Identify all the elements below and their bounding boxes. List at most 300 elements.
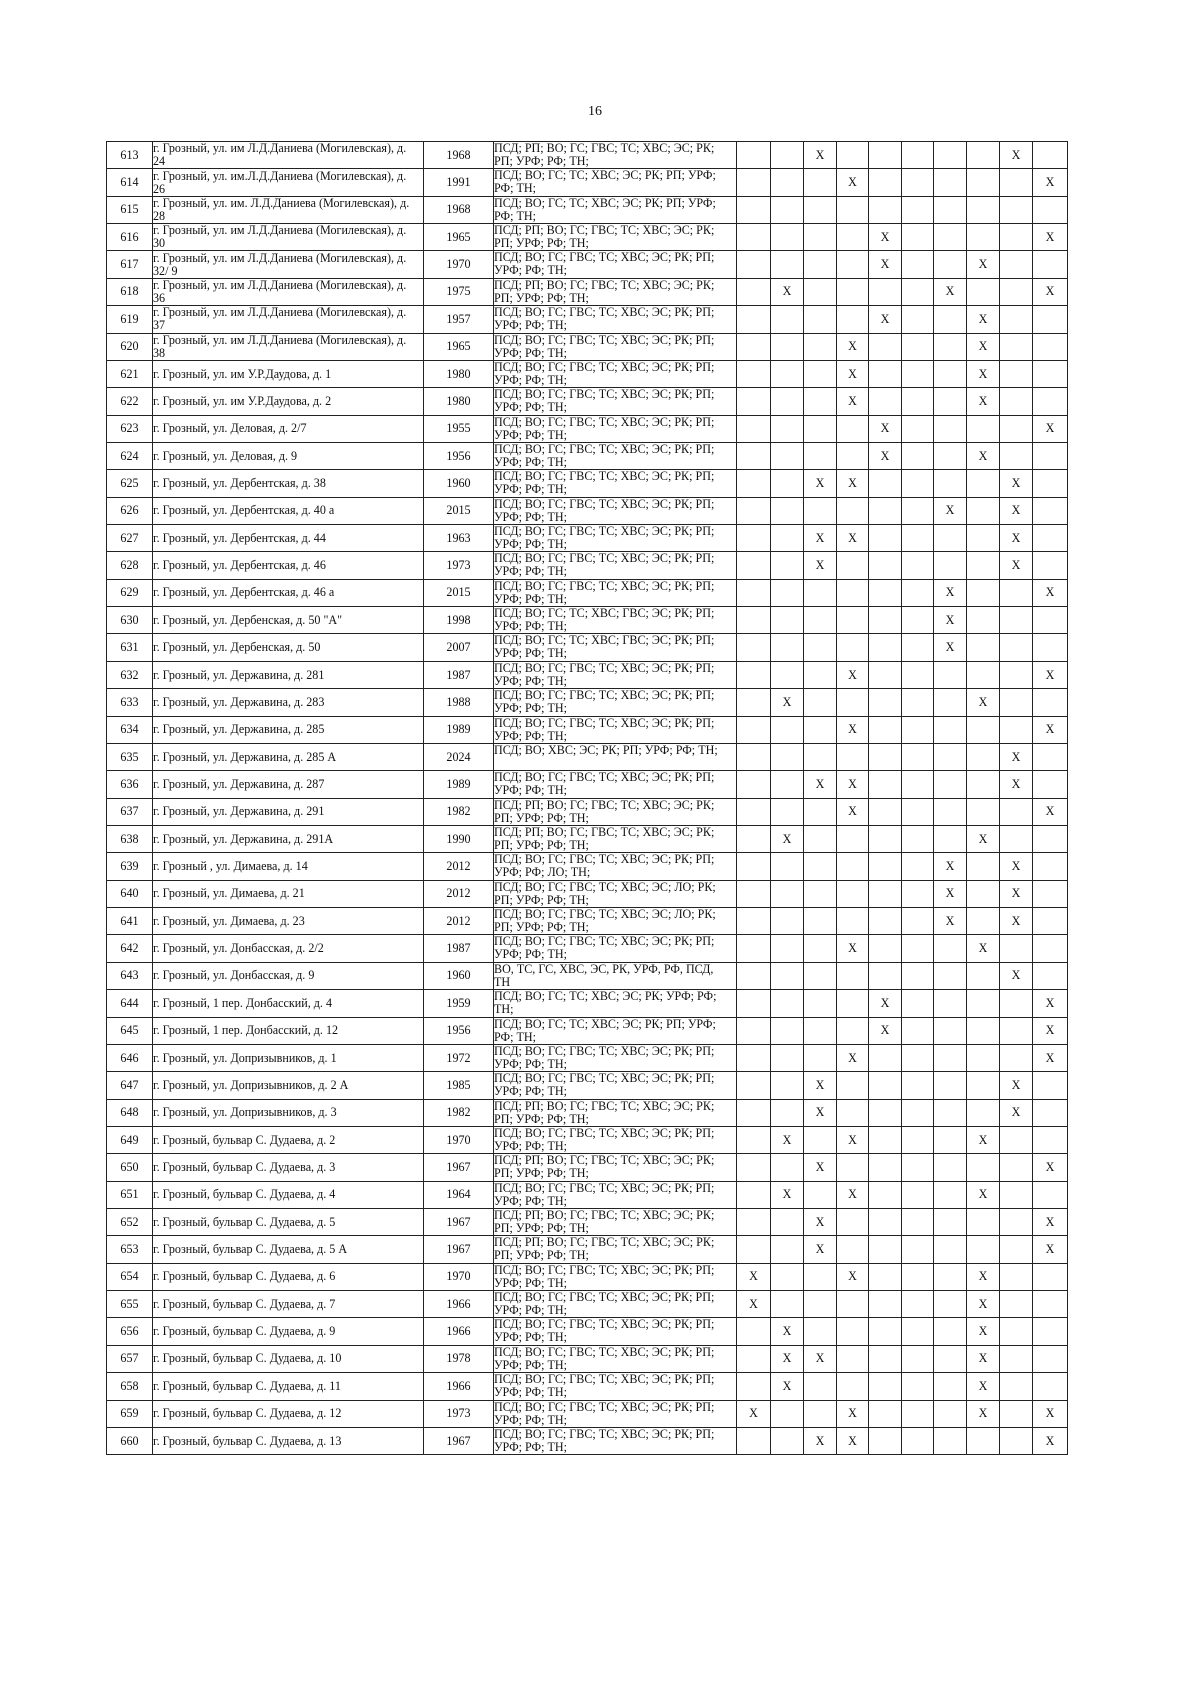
year-cell: 1966 bbox=[424, 1373, 494, 1400]
check-mark-cell bbox=[902, 1072, 934, 1099]
check-mark-cell bbox=[771, 442, 804, 469]
check-mark-cell: X bbox=[934, 880, 967, 907]
check-mark-cell bbox=[771, 1400, 804, 1427]
check-mark-cell bbox=[771, 196, 804, 223]
check-mark-cell bbox=[804, 497, 837, 524]
check-mark-cell: X bbox=[1000, 853, 1033, 880]
check-mark-cell: X bbox=[967, 333, 1000, 360]
row-number: 654 bbox=[107, 1263, 153, 1290]
check-mark-cell: X bbox=[967, 1318, 1000, 1345]
check-mark-cell bbox=[1000, 1017, 1033, 1044]
address-cell: г. Грозный, бульвар С. Дудаева, д. 10 bbox=[153, 1345, 424, 1372]
services-cell: ПСД; ВО; ГС; ГВС; ТС; ХВС; ЭС; РК; РП; УРФ; РФ; ТН; bbox=[494, 306, 737, 333]
table-row bbox=[107, 333, 1068, 360]
check-mark-cell bbox=[737, 579, 771, 606]
check-mark-cell: X bbox=[967, 1400, 1000, 1427]
check-mark-cell bbox=[1033, 1318, 1068, 1345]
check-mark-cell bbox=[737, 990, 771, 1017]
check-mark-cell bbox=[737, 853, 771, 880]
check-mark-cell bbox=[967, 1209, 1000, 1236]
address-cell: г. Грозный, бульвар С. Дудаева, д. 11 bbox=[153, 1373, 424, 1400]
check-mark-cell bbox=[1000, 1345, 1033, 1372]
check-mark-cell bbox=[934, 196, 967, 223]
year-cell: 1964 bbox=[424, 1181, 494, 1208]
check-mark-cell: X bbox=[934, 853, 967, 880]
table-row bbox=[107, 1154, 1068, 1181]
check-mark-cell bbox=[737, 360, 771, 387]
check-mark-cell: X bbox=[869, 251, 902, 278]
check-mark-cell bbox=[837, 689, 869, 716]
check-mark-cell bbox=[902, 1318, 934, 1345]
row-number: 657 bbox=[107, 1345, 153, 1372]
table-row bbox=[107, 525, 1068, 552]
check-mark-cell bbox=[967, 990, 1000, 1017]
services-cell: ПСД; РП; ВО; ГС; ГВС; ТС; ХВС; ЭС; РК; РП; УРФ; РФ; ТН; bbox=[494, 1209, 737, 1236]
services-cell: ПСД; ВО; ГС; ТС; ХВС; ЭС; РК; РП; УРФ; РФ; ТН; bbox=[494, 196, 737, 223]
check-mark-cell bbox=[1033, 525, 1068, 552]
address-cell: г. Грозный, ул. им У.Р.Даудова, д. 2 bbox=[153, 388, 424, 415]
check-mark-cell bbox=[934, 1263, 967, 1290]
check-mark-cell bbox=[771, 1263, 804, 1290]
address-cell: г. Грозный , ул. Димаева, д. 14 bbox=[153, 853, 424, 880]
services-cell: ПСД; ВО; ГС; ТС; ХВС; ЭС; РК; РП; УРФ; РФ; ТН; bbox=[494, 1017, 737, 1044]
check-mark-cell bbox=[737, 935, 771, 962]
check-mark-cell bbox=[869, 552, 902, 579]
check-mark-cell bbox=[967, 1154, 1000, 1181]
check-mark-cell: X bbox=[771, 1345, 804, 1372]
services-cell: ПСД; ВО; ГС; ТС; ХВС; ГВС; ЭС; РК; РП; УРФ; РФ; ТН; bbox=[494, 607, 737, 634]
check-mark-cell bbox=[804, 990, 837, 1017]
year-cell: 1973 bbox=[424, 552, 494, 579]
year-cell: 1970 bbox=[424, 1126, 494, 1153]
check-mark-cell bbox=[902, 853, 934, 880]
check-mark-cell bbox=[837, 634, 869, 661]
services-cell: ПСД; РП; ВО; ГС; ГВС; ТС; ХВС; ЭС; РК; РП; УРФ; РФ; ТН; bbox=[494, 1099, 737, 1126]
check-mark-cell bbox=[869, 1099, 902, 1126]
check-mark-cell bbox=[902, 1209, 934, 1236]
check-mark-cell bbox=[869, 689, 902, 716]
check-mark-cell bbox=[837, 1373, 869, 1400]
check-mark-cell bbox=[804, 798, 837, 825]
table-row bbox=[107, 360, 1068, 387]
check-mark-cell bbox=[902, 689, 934, 716]
check-mark-cell bbox=[837, 962, 869, 989]
services-cell: ПСД; ВО; ГС; ГВС; ТС; ХВС; ЭС; РК; РП; УРФ; РФ; ТН; bbox=[494, 771, 737, 798]
check-mark-cell: X bbox=[804, 1236, 837, 1263]
row-number: 617 bbox=[107, 251, 153, 278]
check-mark-cell: X bbox=[837, 1263, 869, 1290]
year-cell: 1970 bbox=[424, 251, 494, 278]
check-mark-cell bbox=[771, 990, 804, 1017]
check-mark-cell bbox=[1033, 333, 1068, 360]
check-mark-cell bbox=[902, 880, 934, 907]
year-cell: 1991 bbox=[424, 169, 494, 196]
year-cell: 1966 bbox=[424, 1291, 494, 1318]
check-mark-cell bbox=[804, 251, 837, 278]
check-mark-cell bbox=[771, 1236, 804, 1263]
row-number: 629 bbox=[107, 579, 153, 606]
check-mark-cell bbox=[771, 798, 804, 825]
check-mark-cell: X bbox=[771, 1318, 804, 1345]
check-mark-cell bbox=[771, 1209, 804, 1236]
check-mark-cell bbox=[869, 278, 902, 305]
check-mark-cell: X bbox=[1000, 142, 1033, 169]
year-cell: 1963 bbox=[424, 525, 494, 552]
check-mark-cell bbox=[869, 196, 902, 223]
table-row bbox=[107, 634, 1068, 661]
row-number: 630 bbox=[107, 607, 153, 634]
check-mark-cell bbox=[902, 935, 934, 962]
table-row bbox=[107, 1236, 1068, 1263]
check-mark-cell bbox=[1033, 388, 1068, 415]
year-cell: 1978 bbox=[424, 1345, 494, 1372]
check-mark-cell bbox=[771, 634, 804, 661]
check-mark-cell bbox=[1000, 442, 1033, 469]
row-number: 614 bbox=[107, 169, 153, 196]
check-mark-cell bbox=[869, 1318, 902, 1345]
check-mark-cell bbox=[967, 743, 1000, 770]
address-cell: г. Грозный, ул. Допризывников, д. 2 А bbox=[153, 1072, 424, 1099]
check-mark-cell bbox=[967, 853, 1000, 880]
check-mark-cell: X bbox=[1000, 552, 1033, 579]
check-mark-cell: X bbox=[1033, 278, 1068, 305]
check-mark-cell bbox=[967, 224, 1000, 251]
check-mark-cell bbox=[869, 142, 902, 169]
check-mark-cell bbox=[1033, 1345, 1068, 1372]
check-mark-cell: X bbox=[804, 1099, 837, 1126]
year-cell: 1990 bbox=[424, 825, 494, 852]
check-mark-cell bbox=[869, 1181, 902, 1208]
check-mark-cell: X bbox=[1033, 224, 1068, 251]
table-row bbox=[107, 607, 1068, 634]
check-mark-cell: X bbox=[967, 388, 1000, 415]
check-mark-cell: X bbox=[1033, 716, 1068, 743]
row-number: 619 bbox=[107, 306, 153, 333]
check-mark-cell bbox=[837, 442, 869, 469]
address-cell: г. Грозный, ул. Донбасская, д. 9 bbox=[153, 962, 424, 989]
check-mark-cell bbox=[804, 1044, 837, 1071]
row-number: 620 bbox=[107, 333, 153, 360]
check-mark-cell bbox=[737, 169, 771, 196]
services-cell: ПСД; РП; ВО; ГС; ГВС; ТС; ХВС; ЭС; РК; РП; УРФ; РФ; ТН; bbox=[494, 224, 737, 251]
check-mark-cell bbox=[737, 1345, 771, 1372]
check-mark-cell: X bbox=[967, 689, 1000, 716]
check-mark-cell bbox=[737, 142, 771, 169]
check-mark-cell bbox=[902, 1154, 934, 1181]
check-mark-cell bbox=[902, 1126, 934, 1153]
check-mark-cell bbox=[804, 661, 837, 688]
check-mark-cell bbox=[737, 880, 771, 907]
check-mark-cell bbox=[737, 825, 771, 852]
check-mark-cell bbox=[1033, 306, 1068, 333]
table-row bbox=[107, 196, 1068, 223]
check-mark-cell bbox=[771, 962, 804, 989]
check-mark-cell bbox=[967, 1099, 1000, 1126]
check-mark-cell bbox=[837, 142, 869, 169]
check-mark-cell bbox=[967, 1427, 1000, 1454]
check-mark-cell: X bbox=[1033, 798, 1068, 825]
year-cell: 1998 bbox=[424, 607, 494, 634]
check-mark-cell bbox=[1000, 1263, 1033, 1290]
check-mark-cell bbox=[837, 415, 869, 442]
check-mark-cell: X bbox=[869, 306, 902, 333]
check-mark-cell bbox=[934, 388, 967, 415]
year-cell: 2024 bbox=[424, 743, 494, 770]
check-mark-cell bbox=[934, 689, 967, 716]
check-mark-cell bbox=[902, 169, 934, 196]
check-mark-cell bbox=[771, 1291, 804, 1318]
year-cell: 1956 bbox=[424, 442, 494, 469]
check-mark-cell: X bbox=[837, 333, 869, 360]
check-mark-cell bbox=[869, 798, 902, 825]
check-mark-cell bbox=[737, 442, 771, 469]
table-row bbox=[107, 442, 1068, 469]
check-mark-cell bbox=[771, 388, 804, 415]
table-row bbox=[107, 935, 1068, 962]
check-mark-cell bbox=[837, 552, 869, 579]
check-mark-cell bbox=[934, 661, 967, 688]
address-cell: г. Грозный, бульвар С. Дудаева, д. 5 bbox=[153, 1209, 424, 1236]
address-cell: г. Грозный, ул. Державина, д. 285 bbox=[153, 716, 424, 743]
check-mark-cell bbox=[771, 360, 804, 387]
check-mark-cell: X bbox=[737, 1263, 771, 1290]
check-mark-cell bbox=[737, 470, 771, 497]
row-number: 626 bbox=[107, 497, 153, 524]
row-number: 660 bbox=[107, 1427, 153, 1454]
check-mark-cell bbox=[737, 743, 771, 770]
services-cell: ПСД; ВО; ГС; ТС; ХВС; ГВС; ЭС; РК; РП; УРФ; РФ; ТН; bbox=[494, 634, 737, 661]
check-mark-cell bbox=[869, 1263, 902, 1290]
services-cell: ПСД; ВО; ГС; ГВС; ТС; ХВС; ЭС; РК; РП; УРФ; РФ; ТН; bbox=[494, 1044, 737, 1071]
check-mark-cell: X bbox=[1033, 1154, 1068, 1181]
check-mark-cell bbox=[771, 525, 804, 552]
check-mark-cell bbox=[737, 1126, 771, 1153]
check-mark-cell bbox=[1000, 278, 1033, 305]
check-mark-cell bbox=[1033, 689, 1068, 716]
check-mark-cell bbox=[902, 825, 934, 852]
year-cell: 1966 bbox=[424, 1318, 494, 1345]
check-mark-cell bbox=[869, 634, 902, 661]
check-mark-cell: X bbox=[804, 142, 837, 169]
check-mark-cell: X bbox=[804, 771, 837, 798]
services-cell: ПСД; ВО; ГС; ГВС; ТС; ХВС; ЭС; РК; РП; УРФ; РФ; ТН; bbox=[494, 689, 737, 716]
check-mark-cell: X bbox=[1033, 1209, 1068, 1236]
check-mark-cell bbox=[804, 634, 837, 661]
check-mark-cell bbox=[902, 634, 934, 661]
check-mark-cell bbox=[902, 1017, 934, 1044]
check-mark-cell bbox=[934, 825, 967, 852]
check-mark-cell bbox=[837, 224, 869, 251]
check-mark-cell bbox=[771, 1072, 804, 1099]
year-cell: 1988 bbox=[424, 689, 494, 716]
year-cell: 1960 bbox=[424, 470, 494, 497]
year-cell: 1987 bbox=[424, 935, 494, 962]
table-row bbox=[107, 470, 1068, 497]
check-mark-cell bbox=[902, 525, 934, 552]
row-number: 656 bbox=[107, 1318, 153, 1345]
check-mark-cell bbox=[771, 470, 804, 497]
check-mark-cell bbox=[1033, 142, 1068, 169]
check-mark-cell bbox=[837, 1072, 869, 1099]
address-cell: г. Грозный, ул. им Л.Д.Даниева (Могилевская), д. 38 bbox=[153, 333, 424, 360]
check-mark-cell bbox=[1033, 962, 1068, 989]
year-cell: 2015 bbox=[424, 497, 494, 524]
check-mark-cell bbox=[737, 415, 771, 442]
check-mark-cell bbox=[902, 470, 934, 497]
year-cell: 2012 bbox=[424, 908, 494, 935]
check-mark-cell bbox=[934, 1126, 967, 1153]
check-mark-cell bbox=[902, 333, 934, 360]
year-cell: 1968 bbox=[424, 196, 494, 223]
check-mark-cell bbox=[902, 142, 934, 169]
check-mark-cell bbox=[902, 1044, 934, 1071]
row-number: 645 bbox=[107, 1017, 153, 1044]
check-mark-cell: X bbox=[869, 415, 902, 442]
check-mark-cell: X bbox=[869, 1017, 902, 1044]
check-mark-cell: X bbox=[967, 306, 1000, 333]
check-mark-cell: X bbox=[934, 908, 967, 935]
check-mark-cell bbox=[902, 1400, 934, 1427]
year-cell: 1957 bbox=[424, 306, 494, 333]
check-mark-cell bbox=[837, 1345, 869, 1372]
address-cell: г. Грозный, бульвар С. Дудаева, д. 13 bbox=[153, 1427, 424, 1454]
address-cell: г. Грозный, ул. им Л.Д.Даниева (Могилевская), д. 37 bbox=[153, 306, 424, 333]
services-cell: ПСД; ВО; ГС; ГВС; ТС; ХВС; ЭС; РК; РП; УРФ; РФ; ТН; bbox=[494, 1126, 737, 1153]
services-cell: ВО, ТС, ГС, ХВС, ЭС, РК, УРФ, РФ, ПСД, ТН bbox=[494, 962, 737, 989]
check-mark-cell bbox=[902, 360, 934, 387]
row-number: 618 bbox=[107, 278, 153, 305]
check-mark-cell: X bbox=[1000, 1099, 1033, 1126]
services-cell: ПСД; ВО; ГС; ГВС; ТС; ХВС; ЭС; ЛО; РК; РП; УРФ; РФ; ТН; bbox=[494, 908, 737, 935]
check-mark-cell bbox=[1000, 1126, 1033, 1153]
check-mark-cell: X bbox=[1033, 1236, 1068, 1263]
check-mark-cell bbox=[902, 1291, 934, 1318]
services-cell: ПСД; ВО; ГС; ГВС; ТС; ХВС; ЭС; РК; РП; УРФ; РФ; ТН; bbox=[494, 1181, 737, 1208]
year-cell: 1960 bbox=[424, 962, 494, 989]
check-mark-cell bbox=[737, 1427, 771, 1454]
address-cell: г. Грозный, ул. им Л.Д.Даниева (Могилевская), д. 24 bbox=[153, 142, 424, 169]
table-row bbox=[107, 853, 1068, 880]
check-mark-cell: X bbox=[837, 360, 869, 387]
check-mark-cell bbox=[869, 169, 902, 196]
check-mark-cell bbox=[804, 880, 837, 907]
check-mark-cell bbox=[869, 771, 902, 798]
check-mark-cell bbox=[869, 1236, 902, 1263]
services-cell: ПСД; РП; ВО; ГС; ГВС; ТС; ХВС; ЭС; РК; РП; УРФ; РФ; ТН; bbox=[494, 1236, 737, 1263]
check-mark-cell bbox=[737, 1017, 771, 1044]
check-mark-cell bbox=[934, 169, 967, 196]
services-cell: ПСД; ВО; ГС; ГВС; ТС; ХВС; ЭС; РК; РП; УРФ; РФ; ТН; bbox=[494, 1345, 737, 1372]
check-mark-cell bbox=[934, 333, 967, 360]
check-mark-cell bbox=[1000, 689, 1033, 716]
check-mark-cell bbox=[1033, 552, 1068, 579]
services-cell: ПСД; РП; ВО; ГС; ГВС; ТС; ХВС; ЭС; РК; РП; УРФ; РФ; ТН; bbox=[494, 1154, 737, 1181]
check-mark-cell: X bbox=[837, 525, 869, 552]
check-mark-cell bbox=[967, 552, 1000, 579]
year-cell: 1982 bbox=[424, 1099, 494, 1126]
row-number: 616 bbox=[107, 224, 153, 251]
check-mark-cell bbox=[804, 935, 837, 962]
check-mark-cell bbox=[934, 1017, 967, 1044]
row-number: 646 bbox=[107, 1044, 153, 1071]
check-mark-cell bbox=[1000, 306, 1033, 333]
check-mark-cell: X bbox=[1000, 497, 1033, 524]
table-row bbox=[107, 1017, 1068, 1044]
table-row bbox=[107, 825, 1068, 852]
row-number: 625 bbox=[107, 470, 153, 497]
year-cell: 1965 bbox=[424, 333, 494, 360]
building-registry-table bbox=[106, 141, 1068, 1455]
check-mark-cell bbox=[902, 716, 934, 743]
check-mark-cell bbox=[869, 1044, 902, 1071]
check-mark-cell bbox=[804, 1373, 837, 1400]
check-mark-cell bbox=[934, 1291, 967, 1318]
year-cell: 1989 bbox=[424, 716, 494, 743]
table-row bbox=[107, 908, 1068, 935]
check-mark-cell: X bbox=[1000, 908, 1033, 935]
check-mark-cell: X bbox=[934, 278, 967, 305]
check-mark-cell bbox=[837, 1099, 869, 1126]
check-mark-cell bbox=[869, 333, 902, 360]
row-number: 638 bbox=[107, 825, 153, 852]
check-mark-cell bbox=[1033, 497, 1068, 524]
check-mark-cell bbox=[934, 360, 967, 387]
table-row bbox=[107, 388, 1068, 415]
check-mark-cell bbox=[837, 908, 869, 935]
check-mark-cell bbox=[1033, 251, 1068, 278]
check-mark-cell bbox=[869, 1291, 902, 1318]
check-mark-cell bbox=[804, 579, 837, 606]
check-mark-cell: X bbox=[837, 1126, 869, 1153]
address-cell: г. Грозный, ул. им У.Р.Даудова, д. 1 bbox=[153, 360, 424, 387]
check-mark-cell: X bbox=[1033, 1400, 1068, 1427]
check-mark-cell bbox=[737, 224, 771, 251]
address-cell: г. Грозный, ул. Допризывников, д. 1 bbox=[153, 1044, 424, 1071]
check-mark-cell bbox=[902, 1427, 934, 1454]
check-mark-cell bbox=[934, 142, 967, 169]
year-cell: 1959 bbox=[424, 990, 494, 1017]
check-mark-cell bbox=[902, 1181, 934, 1208]
check-mark-cell bbox=[1000, 1044, 1033, 1071]
check-mark-cell bbox=[869, 853, 902, 880]
check-mark-cell bbox=[1033, 1072, 1068, 1099]
check-mark-cell bbox=[737, 689, 771, 716]
check-mark-cell bbox=[837, 880, 869, 907]
table-row bbox=[107, 579, 1068, 606]
check-mark-cell bbox=[902, 278, 934, 305]
check-mark-cell: X bbox=[1000, 962, 1033, 989]
check-mark-cell bbox=[771, 908, 804, 935]
check-mark-cell: X bbox=[837, 470, 869, 497]
address-cell: г. Грозный, ул. Деловая, д. 9 bbox=[153, 442, 424, 469]
check-mark-cell bbox=[967, 1044, 1000, 1071]
check-mark-cell bbox=[837, 825, 869, 852]
address-cell: г. Грозный, ул. Державина, д. 283 bbox=[153, 689, 424, 716]
row-number: 633 bbox=[107, 689, 153, 716]
table-row bbox=[107, 306, 1068, 333]
check-mark-cell bbox=[1000, 935, 1033, 962]
check-mark-cell bbox=[737, 278, 771, 305]
check-mark-cell: X bbox=[869, 442, 902, 469]
check-mark-cell bbox=[869, 607, 902, 634]
table-row bbox=[107, 798, 1068, 825]
check-mark-cell: X bbox=[837, 661, 869, 688]
row-number: 641 bbox=[107, 908, 153, 935]
check-mark-cell bbox=[1000, 360, 1033, 387]
check-mark-cell bbox=[902, 1236, 934, 1263]
address-cell: г. Грозный, ул. Державина, д. 287 bbox=[153, 771, 424, 798]
check-mark-cell bbox=[967, 470, 1000, 497]
